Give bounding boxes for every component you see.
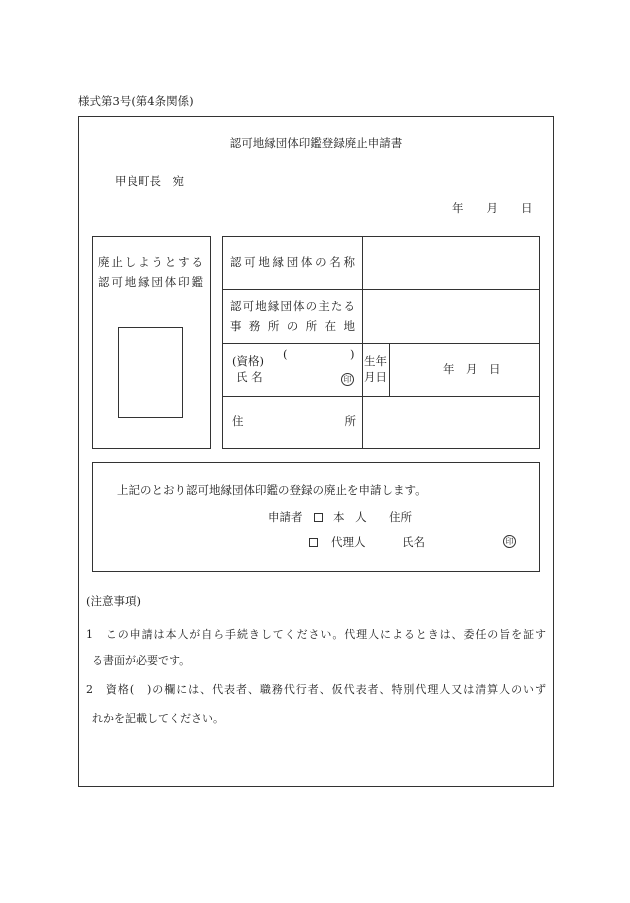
note-1-line-2: る書面が必要です。 bbox=[92, 654, 191, 667]
seal-box-label-line-2: 認可地縁団体印鑑 bbox=[98, 275, 203, 289]
application-date: 年 月 日 bbox=[452, 201, 533, 215]
applicant-name-label: 氏名 bbox=[402, 535, 425, 549]
seal-impression-frame bbox=[118, 327, 183, 418]
table-column-divider bbox=[362, 236, 363, 449]
agent-label: 代理人 bbox=[331, 535, 366, 549]
seal-box-label-line-1: 廃止しようとする bbox=[98, 255, 203, 269]
applicant-label: 申請者 bbox=[268, 510, 303, 524]
agent-checkbox bbox=[309, 538, 318, 547]
representative-name-label: 氏 名 bbox=[236, 370, 263, 384]
office-label-line-2: 事務所の所在地 bbox=[230, 319, 355, 333]
table-row-divider bbox=[222, 289, 540, 290]
qualification-paren-open: ( bbox=[283, 347, 288, 361]
representative-seal-mark: 印 bbox=[341, 373, 354, 386]
form-title: 認可地縁団体印鑑登録廃止申請書 bbox=[229, 136, 403, 150]
note-2-line-2: れかを記載してください。 bbox=[92, 712, 224, 725]
qualification-paren-close: ) bbox=[350, 347, 355, 361]
note-2-line-1: 2 資格( )の欄には、代表者、職務代行者、仮代表者、特別代理人又は清算人のいず bbox=[86, 683, 546, 696]
birth-label-line-1: 生年 bbox=[364, 354, 387, 368]
form-number: 様式第3号(第4条関係) bbox=[78, 94, 194, 108]
declaration-text: 上記のとおり認可地縁団体印鑑の登録の廃止を申請します。 bbox=[117, 483, 427, 497]
self-checkbox bbox=[314, 513, 323, 522]
qualification-label: (資格) bbox=[232, 354, 264, 368]
org-name-label: 認可地縁団体の名称 bbox=[230, 255, 355, 269]
note-1-line-1: 1 この申請は本人が自ら手続きしてください。代理人によるときは、委任の旨を証す bbox=[86, 628, 546, 641]
office-label-line-1: 認可地縁団体の主たる bbox=[230, 299, 355, 313]
self-label: 本 人 bbox=[333, 510, 367, 524]
table-row-divider bbox=[222, 396, 540, 397]
notes-heading: (注意事項) bbox=[86, 594, 141, 608]
applicant-address-label: 住所 bbox=[389, 510, 412, 524]
birth-label-line-2: 月日 bbox=[364, 370, 387, 384]
table-column-divider bbox=[389, 343, 390, 396]
table-row-divider bbox=[222, 343, 540, 344]
addressee: 甲良町長 宛 bbox=[115, 174, 184, 188]
birth-date: 年 月 日 bbox=[443, 362, 501, 376]
address-label: 住所 bbox=[232, 414, 356, 428]
applicant-seal-mark: 印 bbox=[503, 535, 516, 548]
